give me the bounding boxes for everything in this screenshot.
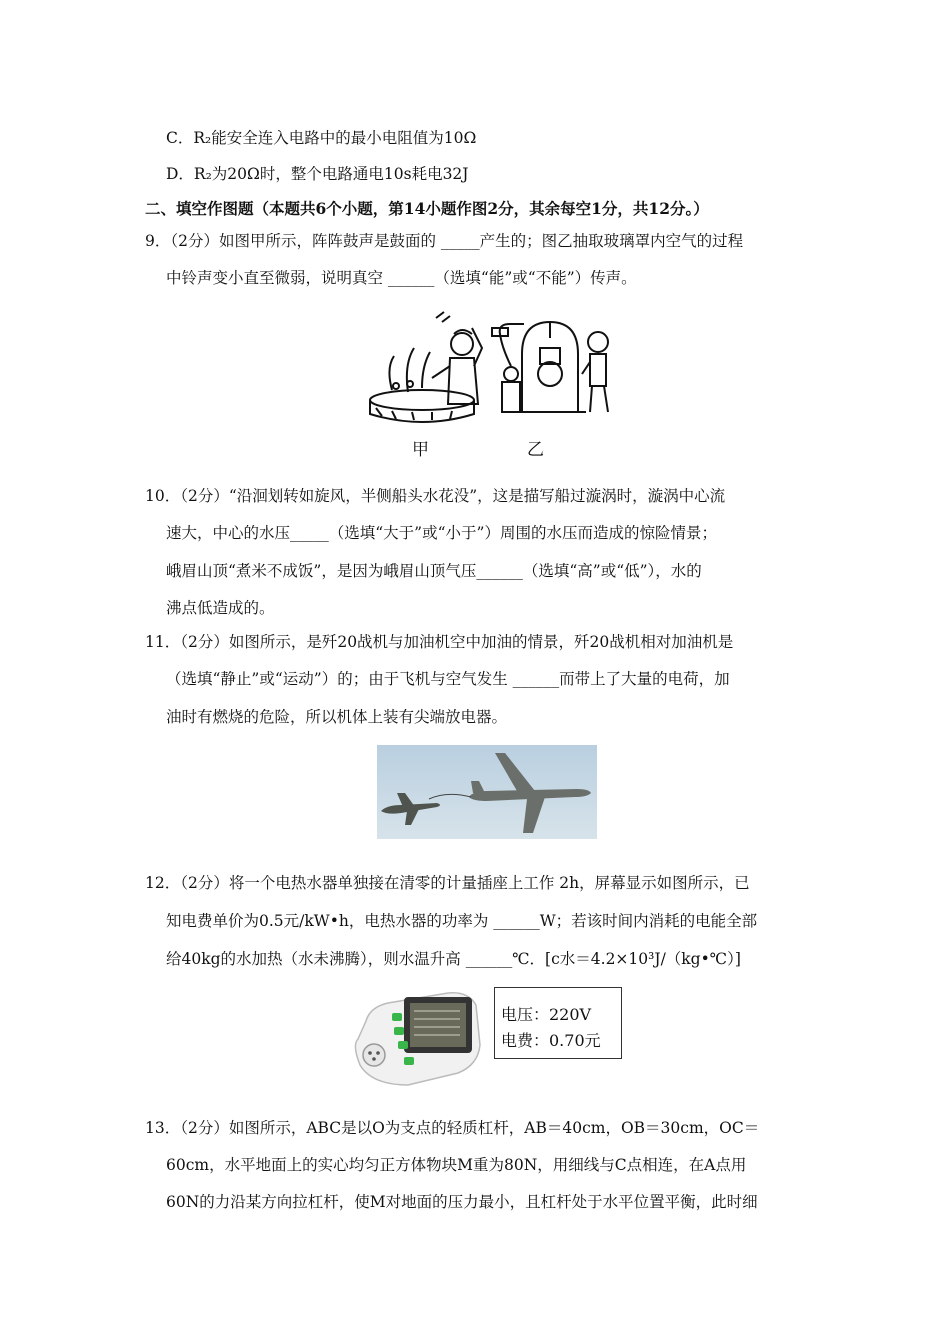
q10-line-3: 峨眉山顶“煮米不成饭”，是因为峨眉山顶气压______（选填“高”或“低”），水的 [166,562,702,580]
q10-line-1: 10．（2分）“沿洄划转如旋风，半侧船头水花没”，这是描写船过漩涡时，漩涡中心流 [145,487,726,505]
q10-line-2: 速大，中心的水压_____（选填“大于”或“小于”）周围的水压而造成的惊险情景； [166,524,717,542]
fig-label-yi: 乙 [527,440,544,460]
metering-socket-image [348,985,498,1089]
q9-line-2: 中铃声变小直至微弱，说明真空 ______（选填“能”或“不能”）传声。 [166,269,637,287]
q11-line-1: 11．（2分）如图所示，是歼20战机与加油机空中加油的情景，歼20战机相对加油机是 [145,633,734,651]
q10-line-4: 沸点低造成的。 [166,599,275,617]
q11-line-3: 油时有燃烧的危险，所以机体上装有尖端放电器。 [166,708,508,726]
meter-voltage: 电压：220V [501,1005,592,1024]
q13-line-1: 13．（2分）如图所示，ABC是以O为支点的轻质杠杆，AB＝40cm，OB＝30cm，OC＝ [145,1119,760,1137]
q9-figure [362,308,612,426]
q12-line-1: 12．（2分）将一个电热水器单独接在清零的计量插座上工作 2h，屏幕显示如图所示，已 [145,874,750,892]
meter-fee: 电费：0.70元 [501,1031,601,1050]
meter-readout [494,987,622,1059]
q12-line-3: 给40kg的水加热（水未沸腾），则水温升高 ______℃．[c水＝4.2×10³J/（kg•℃）] [166,950,741,968]
q13-line-3: 60N的力沿某方向拉杠杆，使M对地面的压力最小，且杠杆处于水平位置平衡，此时细 [166,1193,758,1211]
q12-line-2: 知电费单价为0.5元/kW•h，电热水器的功率为 ______W；若该时间内消耗的电能全部 [166,912,758,930]
section-heading: 二、填空作图题（本题共6个小题，第14小题作图2分，其余每空1分，共12分。） [145,199,709,218]
q9-line-1: 9．（2分）如图甲所示，阵阵鼓声是鼓面的 _____产生的；图乙抽取玻璃罩内空气的过程 [145,232,744,250]
option-d: D．R₂为20Ω时，整个电路通电10s耗电32J [166,165,469,183]
fig-label-jia: 甲 [412,440,429,460]
q11-line-2: （选填“静止”或“运动”）的；由于飞机与空气发生 ______而带上了大量的电荷，加 [166,670,730,688]
option-c: C．R₂能安全连入电路中的最小电阻值为10Ω [166,129,477,147]
q13-line-2: 60cm，水平地面上的实心均匀正方体物块M重为80N，用细线与C点相连，在A点用 [166,1156,747,1174]
refueling-photo [377,745,597,839]
